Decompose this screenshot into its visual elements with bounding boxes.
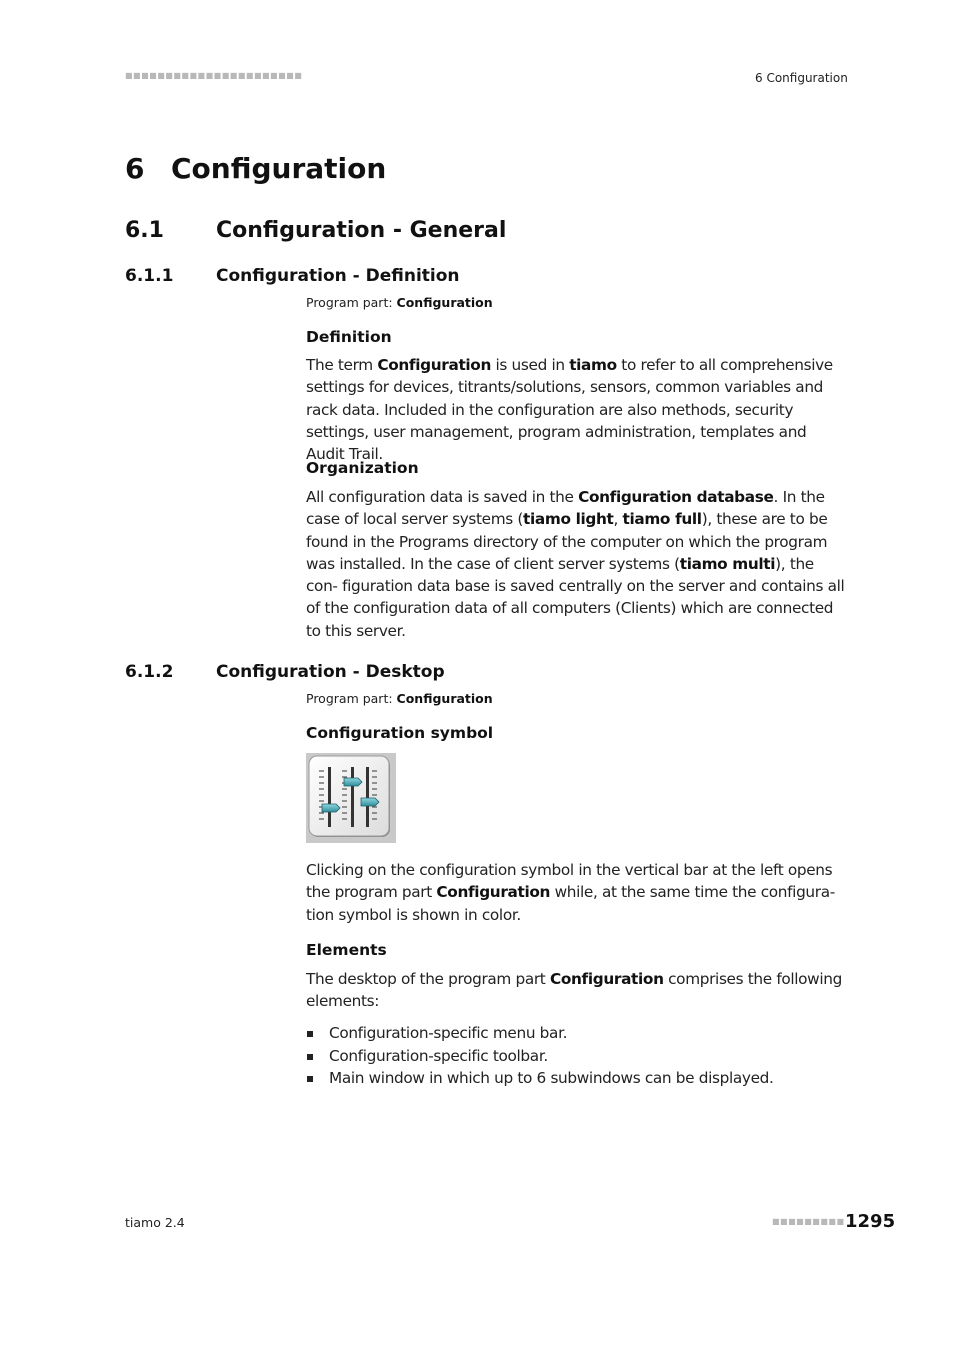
page-number: 1295: [845, 1211, 896, 1232]
program-part-line-1: [306, 295, 493, 310]
program-part-label: Program part:: [306, 691, 397, 706]
section-6-1-2-number: 6.1.2: [125, 662, 174, 682]
elements-text-run: comprises the following elements:: [306, 970, 842, 1011]
section-6-1-title: [125, 218, 506, 243]
organization-paragraph: [306, 486, 846, 642]
chapter-title-text: Configuration: [171, 152, 387, 185]
list-item-text: Configuration-specific toolbar.: [329, 1046, 548, 1065]
config-symbol-paragraph: [306, 859, 846, 926]
section-6-1-title-text: Configuration - General: [216, 218, 507, 243]
bullet-square-icon: [307, 1031, 313, 1037]
elements-term-configuration: Configuration: [549, 970, 664, 988]
program-part-value: Configuration: [396, 691, 493, 706]
header-chapter-label: 6 Configuration: [755, 71, 848, 85]
symbol-term-configuration: Configuration: [436, 883, 551, 902]
organization-heading: Organization: [306, 459, 419, 477]
program-part-line-2: [306, 691, 493, 706]
definition-term-tiamo: tiamo: [569, 356, 617, 374]
footer-product: tiamo 2.4: [125, 1215, 185, 1230]
elements-paragraph: [306, 968, 846, 1013]
chapter-title: [125, 152, 386, 185]
organization-text-run: ), these are to be found in the Programs directory of the computer on which the program was installed. In the case of client server systems (: [306, 510, 828, 573]
definition-text-run: is used in: [491, 356, 570, 374]
bullet-square-icon: [307, 1076, 313, 1082]
elements-text-run: The desktop of the program part: [306, 970, 550, 988]
definition-paragraph: [306, 354, 846, 465]
section-6-1-2-title-text: Configuration - Desktop: [216, 662, 445, 682]
config-sliders-icon-graphic: [306, 753, 396, 843]
list-item-text: Configuration-specific menu bar.: [329, 1024, 568, 1042]
elements-list: [306, 1022, 846, 1090]
organization-text-run: ), the con- figuration data base is saved centrally on the server and contains all of the configuration data of all computers (Clients) which are connected to this server.: [306, 554, 845, 640]
organization-text-run: . In the case of local server systems (: [306, 488, 825, 529]
organization-term-tiamo-multi: tiamo multi: [679, 554, 776, 573]
organization-term-tiamo-full: tiamo full: [622, 510, 702, 529]
config-sliders-icon: [306, 753, 396, 843]
list-item: [306, 1022, 846, 1045]
organization-term-tiamo-light: tiamo light: [523, 510, 614, 529]
chapter-number: 6: [125, 152, 145, 185]
footer-decor-squares: ■■■■■■■■■: [772, 1217, 845, 1226]
organization-term-config-db: Configuration database: [578, 488, 774, 506]
bullet-square-icon: [307, 1054, 313, 1060]
section-6-1-2-title: [125, 662, 445, 682]
organization-text-run: ,: [613, 510, 623, 529]
symbol-text-run: while, at the same time the configura- tion symbol is shown in color.: [306, 883, 835, 924]
symbol-text-run: Clicking on the configuration symbol in the vertical bar at the left opens the program part: [306, 861, 833, 902]
definition-text-run: to refer to all comprehensive settings for devices, titrants/solutions, sensors, common variables and rack data. Included in the configuration are also methods, security settings, user management, program administration, templates and Audit Trail.: [306, 356, 833, 464]
definition-heading: Definition: [306, 328, 392, 346]
definition-term-configuration: Configuration: [377, 356, 491, 374]
config-symbol-heading: Configuration symbol: [306, 724, 494, 742]
header-decor-squares: ■■■■■■■■■■■■■■■■■■■■■■: [125, 71, 303, 80]
list-item-text: Main window in which up to 6 subwindows can be displayed.: [329, 1069, 774, 1087]
section-6-1-1-title: [125, 266, 460, 286]
section-6-1-1-title-text: Configuration - Definition: [216, 266, 460, 286]
organization-text-run: All configuration data is saved in the: [306, 488, 579, 506]
list-item: [306, 1067, 846, 1090]
program-part-value: Configuration: [396, 295, 493, 310]
definition-text-run: The term: [306, 356, 378, 374]
program-part-label: Program part:: [306, 295, 397, 310]
elements-heading: Elements: [306, 941, 387, 959]
section-6-1-number: 6.1: [125, 218, 164, 243]
list-item: [306, 1045, 846, 1068]
section-6-1-1-number: 6.1.1: [125, 266, 174, 286]
